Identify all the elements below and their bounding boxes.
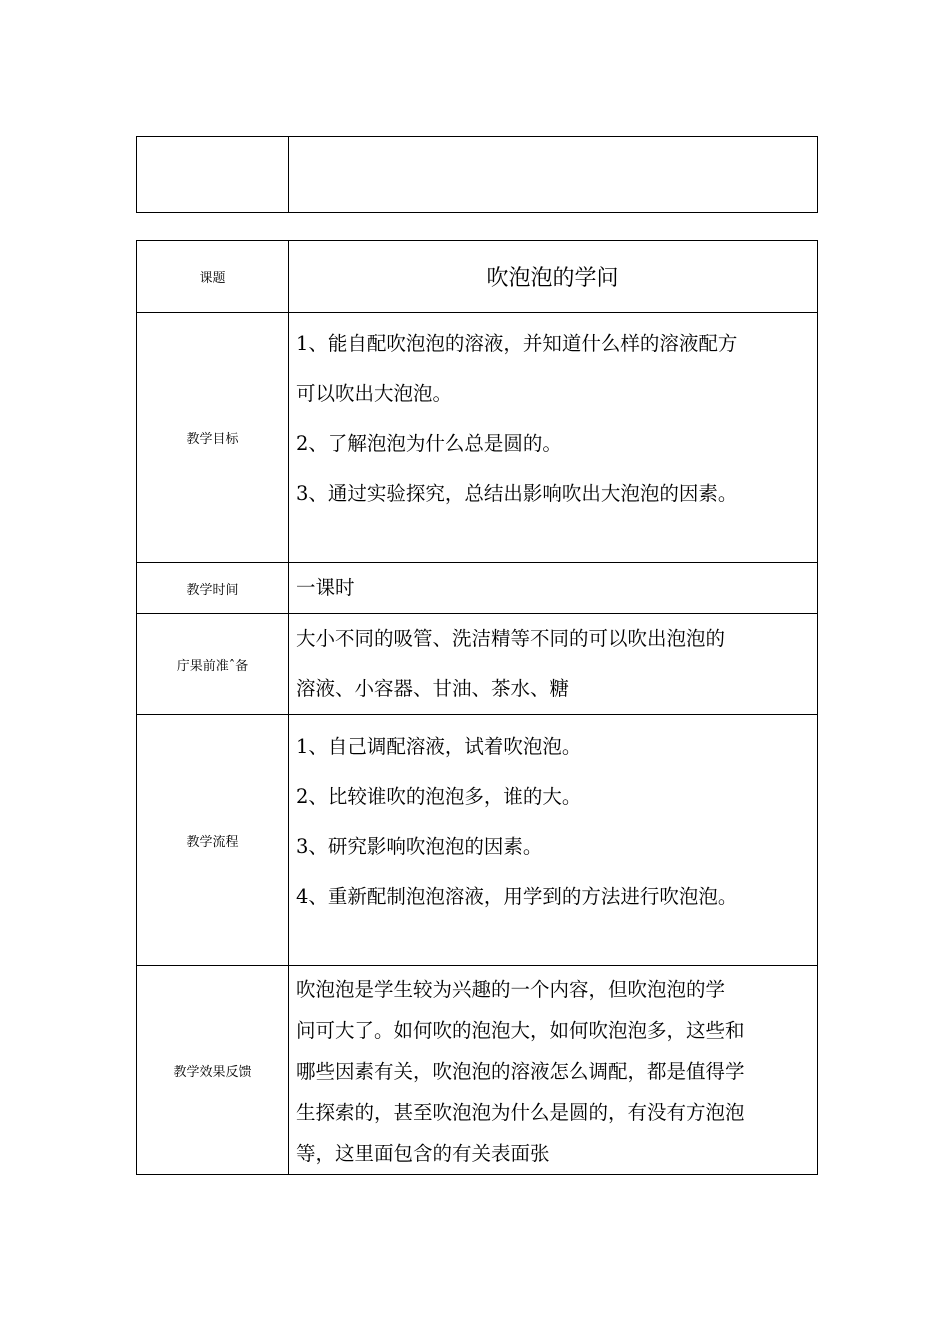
time-value: 一课时 xyxy=(296,576,355,599)
feedback-row xyxy=(137,966,818,1175)
goal-line: 1、能自配吹泡泡的溶液，并知道什么样的溶液配方 xyxy=(296,332,738,355)
time-row xyxy=(137,563,818,614)
goal-line: 2、了解泡泡为什么总是圆的。 xyxy=(296,432,562,455)
header-table xyxy=(136,136,818,213)
flow-step: 3、研究影响吹泡泡的因素。 xyxy=(296,835,543,858)
feedback-line: 生探索的，甚至吹泡泡为什么是圆的，有没有方泡泡 xyxy=(296,1101,745,1124)
feedback-line: 吹泡泡是学生较为兴趣的一个内容，但吹泡泡的学 xyxy=(296,978,726,1001)
prep-row xyxy=(137,614,818,715)
goal-line: 可以吹出大泡泡。 xyxy=(296,382,453,405)
time-label: 教学时间 xyxy=(137,563,289,614)
header-content-cell xyxy=(289,137,818,213)
prep-line: 大小不同的吸管、洗洁精等不同的可以吹出泡泡的 xyxy=(296,627,726,650)
flow-step: 2、比较谁吹的泡泡多，谁的大。 xyxy=(296,785,582,808)
topic-row xyxy=(137,241,818,313)
feedback-label: 教学效果反馈 xyxy=(137,966,289,1175)
goals-row xyxy=(137,313,818,563)
feedback-line: 哪些因素有关，吹泡泡的溶液怎么调配，都是值得学 xyxy=(296,1060,745,1083)
flow-content xyxy=(289,715,818,966)
feedback-content xyxy=(289,966,818,1175)
flow-step: 4、重新配制泡泡溶液，用学到的方法进行吹泡泡。 xyxy=(296,885,738,908)
header-table-row xyxy=(137,137,818,213)
goals-content xyxy=(289,313,818,563)
prep-content xyxy=(289,614,818,715)
topic-label: 课题 xyxy=(137,241,289,313)
flow-step: 1、自己调配溶液，试着吹泡泡。 xyxy=(296,735,582,758)
lesson-title: 吹泡泡的学问 xyxy=(289,241,818,313)
flow-label: 教学流程 xyxy=(137,715,289,966)
feedback-line: 问可大了。如何吹的泡泡大，如何吹泡泡多，这些和 xyxy=(296,1019,745,1042)
goal-line: 3、通过实验探究，总结出影响吹出大泡泡的因素。 xyxy=(296,482,738,505)
time-content xyxy=(289,563,818,614)
lesson-plan-table xyxy=(136,240,818,1175)
prep-line: 溶液、小容器、甘油、茶水、糖 xyxy=(296,677,570,700)
header-label-cell xyxy=(137,137,289,213)
prep-label: 庁果前准ˆ备 xyxy=(137,614,289,715)
goals-label: 教学目标 xyxy=(137,313,289,563)
feedback-line: 等，这里面包含的有关表面张 xyxy=(296,1142,550,1165)
flow-row xyxy=(137,715,818,966)
